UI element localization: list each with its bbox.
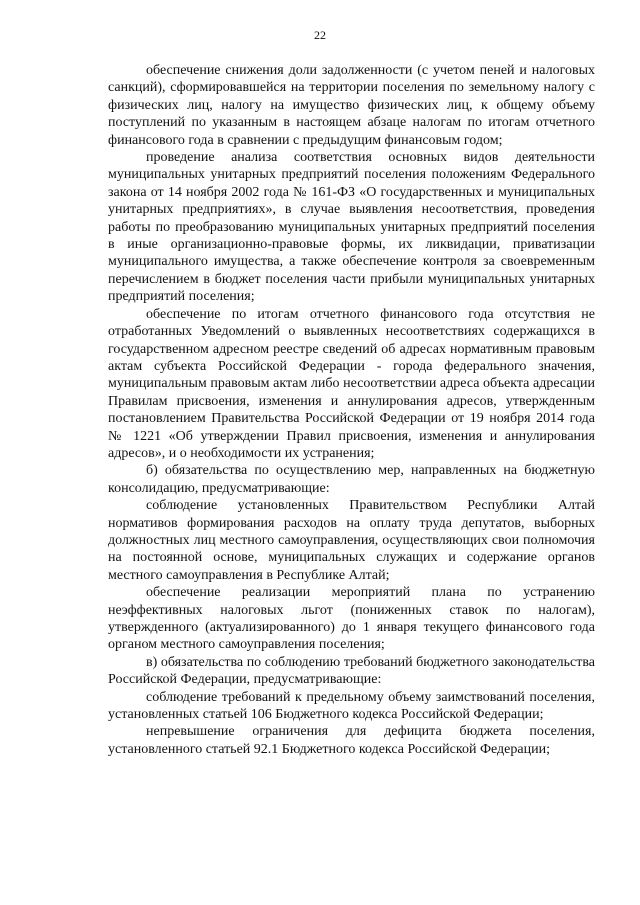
- paragraph-item-b-budget-consolidation: б) обязательства по осуществлению мер, направленных на бюджетную консолидацию, предусматривающие:: [108, 463, 595, 496]
- paragraph-unitary-enterprises-analysis: проведение анализа соответствия основных видов деятельности муниципальных унитарных предприятий поселения положениям Федерального закона от 14 ноября 2002 года № 161-ФЗ «О государственных и муниципальных унитарных предприятиях», в случае выявления несоответствия, проведения работы по преобразованию муниципальных унитарных предприятий поселения в иные организационно-правовые формы, их ликвидации, приватизации муниципального имущества, а также обеспечение контроля за своевременным перечислением в бюджет поселения части прибыли муниципальных унитарных предприятий поселения;: [108, 150, 595, 305]
- paragraph-address-register-notifications: обеспечение по итогам отчетного финансового года отсутствия не отработанных Уведомлений о выявленных несоответствиях содержащихся в государственном адресном реестре сведений об адресах нормативным правовым актам субъекта Российской Федерации - города федерального значения, муниципальным правовым актам либо несоответствии адреса объекта адресации Правилам присвоения, изменения и аннулирования адресов, утвержденным постановлением Правительства Российской Федерации от 19 ноября 2014 года № 1221 «Об утверждении Правил присвоения, изменения и аннулирования адресов», и о необходимости их устранения;: [108, 306, 595, 461]
- document-body: [108, 62, 595, 758]
- paragraph-ineffective-tax-benefits: обеспечение реализации мероприятий плана по устранению неэффективных налоговых льгот (пониженных ставок по налогам), утвержденного (актуализированного) до 1 января текущего финансового года органом местного самоуправления поселения;: [108, 585, 595, 653]
- paragraph-deficit-limit: непревышение ограничения для дефицита бюджета поселения, установленного статьей 92.1 Бюджетного кодекса Российской Федерации;: [108, 724, 595, 757]
- paragraph-borrowing-limit: соблюдение требований к предельному объему заимствований поселения, установленных статьей 106 Бюджетного кодекса Российской Федерации;: [108, 689, 595, 723]
- paragraph-tax-debt-reduction: обеспечение снижения доли задолженности (с учетом пеней и налоговых санкций), сформировавшейся на территории поселения по земельному налогу с физических лиц, налогу на имущество физических лиц, к общему объему поступлений по указанным в настоящем абзаце налогам по итогам отчетного финансового года в сравнении с предыдущим финансовым годом;: [108, 63, 595, 148]
- page-number: 22: [314, 28, 326, 42]
- paragraph-wage-standards-compliance: соблюдение установленных Правительством Республики Алтай нормативов формирования расходов на оплату труда депутатов, выборных должностных лиц местного самоуправления, осуществляющих свои полномочия на постоянной основе, муниципальных служащих и содержание органов местного самоуправления в Республике Алтай;: [108, 498, 595, 583]
- paragraph-item-c-budget-legislation: в) обязательства по соблюдению требований бюджетного законодательства Российской Федерации, предусматривающие:: [108, 654, 595, 688]
